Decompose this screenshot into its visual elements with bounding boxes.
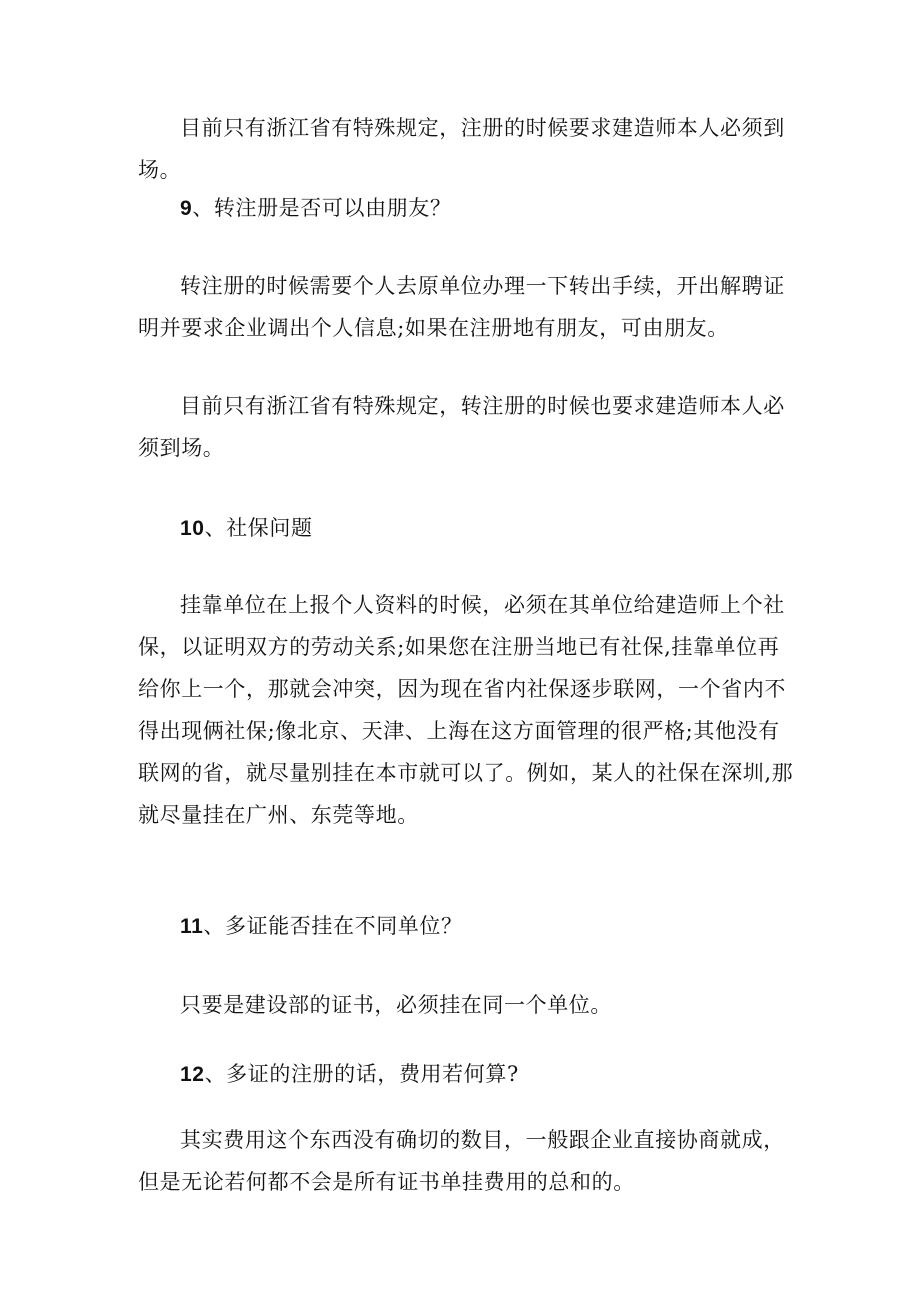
heading-number: 9 — [180, 197, 193, 220]
heading-number: 10 — [180, 517, 205, 540]
heading-number: 11 — [180, 915, 204, 938]
heading-transfer-registration — [138, 187, 840, 230]
heading-number: 12 — [180, 1063, 205, 1086]
heading-text: 、社保问题 — [204, 516, 313, 540]
heading-text: 、多证能否挂在不同单位？ — [203, 914, 463, 938]
heading-fee-calculation — [138, 1053, 840, 1096]
heading-multiple-certificates — [138, 905, 840, 948]
paragraph-fee-negotiation: 其实费用这个东西没有确切的数目，一般跟企业直接协商就成，但是无论若何都不会是所有证书单挂费用的总和的。 — [138, 1128, 785, 1194]
heading-text: 、多证的注册的话，费用若何算? — [204, 1062, 519, 1086]
heading-social-insurance — [138, 507, 840, 550]
paragraph-zhejiang-registration: 目前只有浙江省有特殊规定，注册的时候要求建造师本人必须到场。 — [138, 116, 785, 182]
paragraph-zhejiang-transfer: 目前只有浙江省有特殊规定，转注册的时候也要求建造师本人必须到场。 — [138, 394, 785, 460]
paragraph-same-unit: 只要是建设部的证书，必须挂在同一个单位。 — [180, 993, 612, 1017]
paragraph-social-insurance: 挂靠单位在上报个人资料的时候，必须在其单位给建造师上个社保，以证明双方的劳动关系;如果您在注册当地已有社保,挂靠单位再给你上一个，那就会冲突，因为现在省内社保逐步联网，一个省内不得出现俩社保;像北京、天津、上海在这方面管理的很严格;其他没有联网的省，就尽量别挂在本市就可以了。例如，某人的社保在深圳,那就尽量挂在广州、东莞等地。 — [138, 593, 794, 827]
paragraph-transfer-procedure: 转注册的时候需要个人去原单位办理一下转出手续，开出解聘证明并要求企业调出个人信息;如果在注册地有朋友，可由朋友。 — [138, 274, 785, 340]
heading-text: 、转注册是否可以由朋友？ — [192, 196, 452, 220]
